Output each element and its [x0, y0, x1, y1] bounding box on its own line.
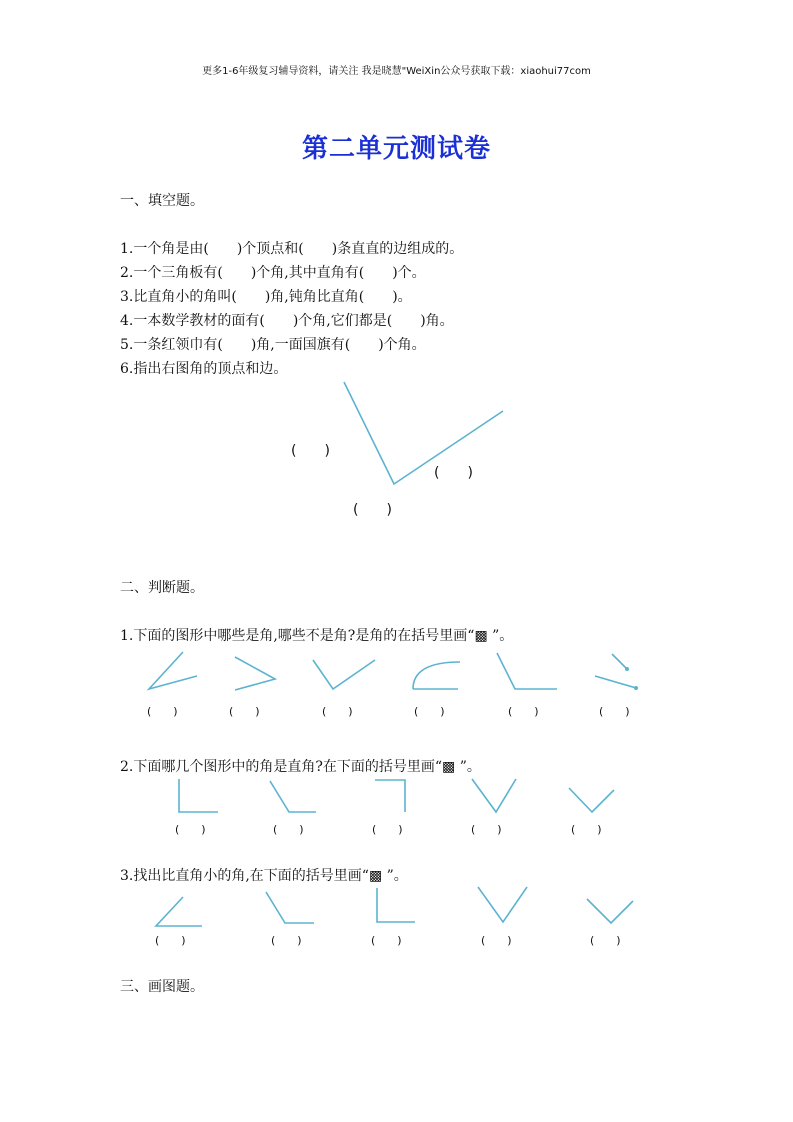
question-1-1: 1.一个角是由( )个顶点和( )条直直的边组成的。 [120, 241, 464, 257]
question-1-3: 3.比直角小的角叫( )角,钝角比直角( )。 [120, 289, 412, 305]
shape-separate-line-2 [595, 676, 636, 688]
header-note: 更多1-6年级复习辅导资料，请关注 我是晓慧"WeiXin公众号获取下载：xiaohui77com [202, 66, 591, 77]
shape-separate-line-1 [612, 654, 627, 669]
shape-right-angle-l [179, 779, 218, 812]
endpoint-dot-2 [634, 686, 638, 690]
answer-2-1-e: ( ) [508, 705, 539, 718]
angle-figure-main [344, 382, 503, 484]
answer-2-1-f: ( ) [599, 705, 630, 718]
vertex-label: ( ) [353, 502, 392, 518]
answer-2-1-c: ( ) [322, 705, 353, 718]
shape-right-angle-corner [375, 780, 405, 812]
side-label-right: ( ) [434, 465, 473, 481]
answer-2-3-e: ( ) [590, 934, 621, 947]
page-title: 第二单元测试卷 [301, 134, 491, 164]
question-1-2: 2.一个三角板有( )个角,其中直角有( )个。 [120, 265, 426, 281]
answer-2-2-c: ( ) [372, 823, 403, 836]
answer-2-2-d: ( ) [471, 823, 502, 836]
answer-2-2-e: ( ) [571, 823, 602, 836]
question-2-2: 2.下面哪几个图形中的角是直角?在下面的括号里画“▩ ”。 [120, 759, 481, 775]
side-label-left: ( ) [291, 443, 330, 459]
shape-q3-right-v [587, 899, 633, 923]
answer-2-3-d: ( ) [481, 934, 512, 947]
shape-q3-obtuse [266, 892, 314, 923]
question-1-6: 6.指出右图角的顶点和边。 [120, 361, 288, 377]
answer-2-3-a: ( ) [155, 934, 186, 947]
shape-obtuse-slant [270, 781, 316, 812]
answer-2-3-c: ( ) [371, 934, 402, 947]
section-heading-judgement: 二、判断题。 [120, 580, 204, 596]
shape-q3-acute [156, 897, 202, 926]
section-heading-fill-in: 一、填空题。 [120, 193, 204, 209]
shape-acute-angle [149, 652, 197, 689]
shape-q3-right [377, 888, 415, 922]
question-2-1: 1.下面的图形中哪些是角,哪些不是角?是角的在括号里画“▩ ”。 [120, 628, 514, 644]
shape-arrowhead-angle [235, 657, 275, 690]
answer-2-3-b: ( ) [271, 934, 302, 947]
section-heading-drawing: 三、画图题。 [120, 979, 204, 995]
answer-2-1-a: ( ) [147, 705, 178, 718]
endpoint-dot-1 [625, 667, 629, 671]
answer-2-1-b: ( ) [229, 705, 260, 718]
answer-2-1-d: ( ) [414, 705, 445, 718]
question-2-3: 3.找出比直角小的角,在下面的括号里画“▩ ”。 [120, 868, 408, 884]
shape-obtuse-v [313, 660, 375, 689]
answer-2-2-a: ( ) [175, 823, 206, 836]
shape-obtuse-l [497, 653, 557, 689]
question-1-4: 4.一本数学教材的面有( )个角,它们都是( )角。 [120, 313, 454, 329]
question-1-5: 5.一条红领巾有( )角,一面国旗有( )个角。 [120, 337, 426, 353]
shape-acute-v [472, 779, 516, 812]
shape-curved-not-angle [413, 662, 460, 689]
shape-right-v [569, 788, 614, 812]
shape-q3-acute-v [478, 887, 527, 922]
answer-2-2-b: ( ) [273, 823, 304, 836]
